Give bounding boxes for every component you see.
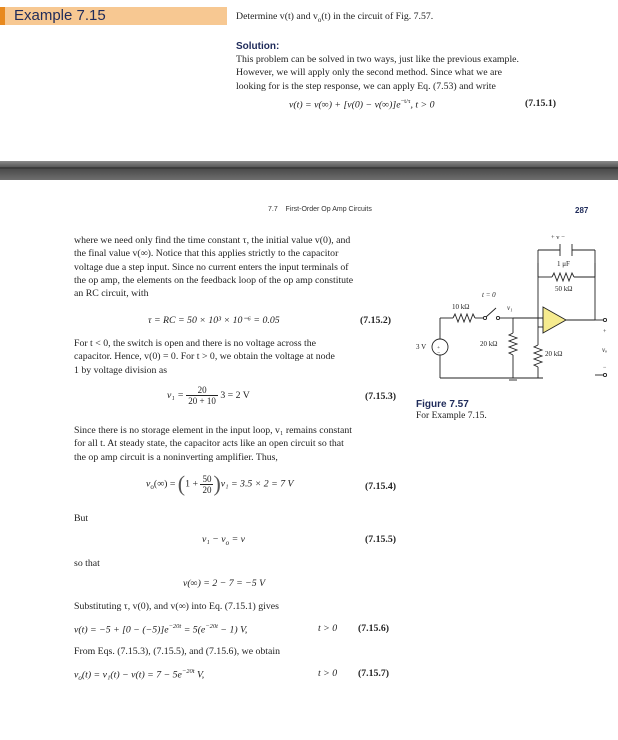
page-divider <box>0 161 618 180</box>
eq6-sup1: −20t <box>168 623 182 630</box>
eq7-number: (7.15.7) <box>358 668 390 679</box>
section-number: 7.7 <box>268 206 278 213</box>
r50-label: 50 kΩ <box>555 285 573 293</box>
resistor-10k <box>453 314 475 322</box>
eq4-rhs: v₁ = 3.5 × 2 = 7 V <box>220 478 294 490</box>
cap-label: 1 μF <box>557 260 570 268</box>
equation-7-15-1 <box>289 98 435 110</box>
page-number: 287 <box>575 206 589 215</box>
text-line: where we need only find the time constant τ, the initial value v(0), and <box>74 235 351 246</box>
example-tag <box>0 7 227 25</box>
eq6-sup2: −20t <box>205 623 218 630</box>
solution-line: However, we will apply only the second method. Since what we are <box>236 67 502 79</box>
eq7-end: V, <box>194 669 205 681</box>
eq3-number: (7.15.3) <box>365 391 397 402</box>
problem-sub: o <box>317 15 322 24</box>
eq4-numerator: 50 <box>202 473 212 484</box>
r10-label: 10 kΩ <box>452 303 470 311</box>
eq1-text: v(t) = v(∞) + [v(0) − v(∞)]e <box>289 99 401 111</box>
left-paren: ( <box>177 471 186 496</box>
op-amp <box>543 307 566 333</box>
eq6-number: (7.15.6) <box>358 623 390 634</box>
eq1-sup: −t/τ <box>400 98 411 105</box>
text-line: the op amp circuit is a noninverting amplifier. Thus, <box>74 451 278 463</box>
figure-caption: Figure 7.57 <box>416 399 469 410</box>
resistor-20k-ground <box>534 345 542 367</box>
eq3-numerator: 20 <box>186 385 218 396</box>
solution-paragraph <box>236 53 566 93</box>
circuit-diagram <box>410 225 610 400</box>
eq3-fraction <box>186 385 218 406</box>
eq3-denominator: 20 + 10 <box>188 396 216 406</box>
text-line: 1 by voltage division as <box>74 364 168 376</box>
page-divider-line <box>0 167 618 169</box>
eq1-number: (7.15.1) <box>525 98 557 109</box>
out-minus: − <box>603 365 607 371</box>
eq7-mid: (t) = v₁(t) − v(t) = 7 − 5e <box>81 669 182 681</box>
text-line: for all t. At steady state, the capacitor acts like an open circuit so that <box>74 438 344 450</box>
eq4-arg: (∞) = <box>153 478 176 490</box>
eq7-v: v <box>74 669 79 681</box>
paragraph-3 <box>74 424 404 464</box>
eq5-sub: o <box>225 538 230 547</box>
equation-7-15-7 <box>74 668 204 682</box>
example-label: Example 7.15 <box>14 7 106 24</box>
eq7-sub: o <box>78 674 82 683</box>
paragraph-2 <box>74 337 404 377</box>
text-line: voltage due a step input. Since no current enters the input terminals of <box>74 261 349 273</box>
vo-label: vₒ <box>602 346 608 354</box>
eq1-cond: , t > 0 <box>410 99 435 111</box>
switch <box>486 308 496 317</box>
problem-statement <box>236 10 433 27</box>
out-plus: + <box>603 329 607 335</box>
from-eqs-text: From Eqs. (7.15.3), (7.15.5), and (7.15.6), we obtain <box>74 646 280 657</box>
equation-7-15-5 <box>202 534 245 547</box>
cap-voltage-label: + v − <box>551 234 565 241</box>
eq3-rhs: 3 = 2 V <box>220 389 250 401</box>
text-line: the final value v(∞). Notice that this applies strictly to the capacitor <box>74 248 339 260</box>
eq6-text: v(t) = −5 + [0 − (−5)]e <box>74 624 169 636</box>
resistor-50k <box>552 273 574 281</box>
eq4-fraction <box>200 474 213 495</box>
eq5-number: (7.15.5) <box>365 534 397 545</box>
paragraph-1 <box>74 234 404 300</box>
eq4-sub: o <box>150 483 154 492</box>
node-label: v₁ <box>507 304 513 312</box>
text-line: capacitor. Hence, v(0) = 0. For t > 0, we obtain the voltage at node <box>74 351 335 363</box>
eq3-lhs: v₁ = <box>167 389 184 401</box>
eq7-condition: t > 0 <box>318 668 338 679</box>
equation-vinf: v(∞) = 2 − 7 = −5 V <box>183 578 266 589</box>
eq7-sup: −20t <box>181 668 195 675</box>
problem-text-end: (t) in the circuit of Fig. 7.57. <box>321 11 434 22</box>
equation-7-15-4 <box>146 471 294 497</box>
equation-7-15-2: τ = RC = 50 × 10³ × 10⁻⁶ = 0.05 <box>148 315 280 326</box>
solution-label: Solution: <box>236 41 280 52</box>
eq6-mid: = 5(e <box>181 624 206 636</box>
switch-label: t = 0 <box>482 291 496 299</box>
running-header <box>268 206 372 213</box>
eq4-one: 1 + <box>185 478 198 490</box>
eq5-text: v₁ − v <box>202 534 226 545</box>
r20b-label: 20 kΩ <box>545 350 563 358</box>
so-that-text: so that <box>74 558 100 569</box>
solution-line: This problem can be solved in two ways, just like the previous example. <box>236 54 519 65</box>
text-line: For t < 0, the switch is open and there is no voltage across the <box>74 338 316 349</box>
eq4-v: v <box>146 478 151 490</box>
text-line: an RC circuit, with <box>74 288 149 300</box>
section-title: First-Order Op Amp Circuits <box>285 206 372 213</box>
eq5-end: = v <box>229 534 245 545</box>
equation-7-15-6 <box>74 623 247 635</box>
source-plus: + <box>437 345 441 351</box>
text-line: the op amp, the elements on the feedback loop of the op amp constitute <box>74 274 354 286</box>
eq4-denominator: 20 <box>202 484 212 495</box>
source-minus: − <box>437 350 441 356</box>
solution-line: looking for is the step response, we can apply Eq. (7.53) and write <box>236 80 496 92</box>
eq4-number: (7.15.4) <box>365 481 397 492</box>
text-line: Since there is no storage element in the input loop, v₁ remains constant <box>74 425 352 436</box>
problem-text: Determine v(t) and v <box>236 11 318 22</box>
eq6-end: − 1) V, <box>217 624 248 636</box>
eq2-number: (7.15.2) <box>360 315 392 326</box>
equation-7-15-3 <box>167 385 250 406</box>
resistor-20k-shunt <box>509 333 517 355</box>
eq6-condition: t > 0 <box>318 623 338 634</box>
figure-subcaption: For Example 7.15. <box>416 411 487 421</box>
source-label: 3 V <box>416 343 427 351</box>
substituting-text: Substituting τ, v(0), and v(∞) into Eq. (7.15.1) gives <box>74 601 279 612</box>
but-text: But <box>74 513 89 524</box>
r20a-label: 20 kΩ <box>480 340 498 348</box>
right-paren: ) <box>213 471 221 496</box>
